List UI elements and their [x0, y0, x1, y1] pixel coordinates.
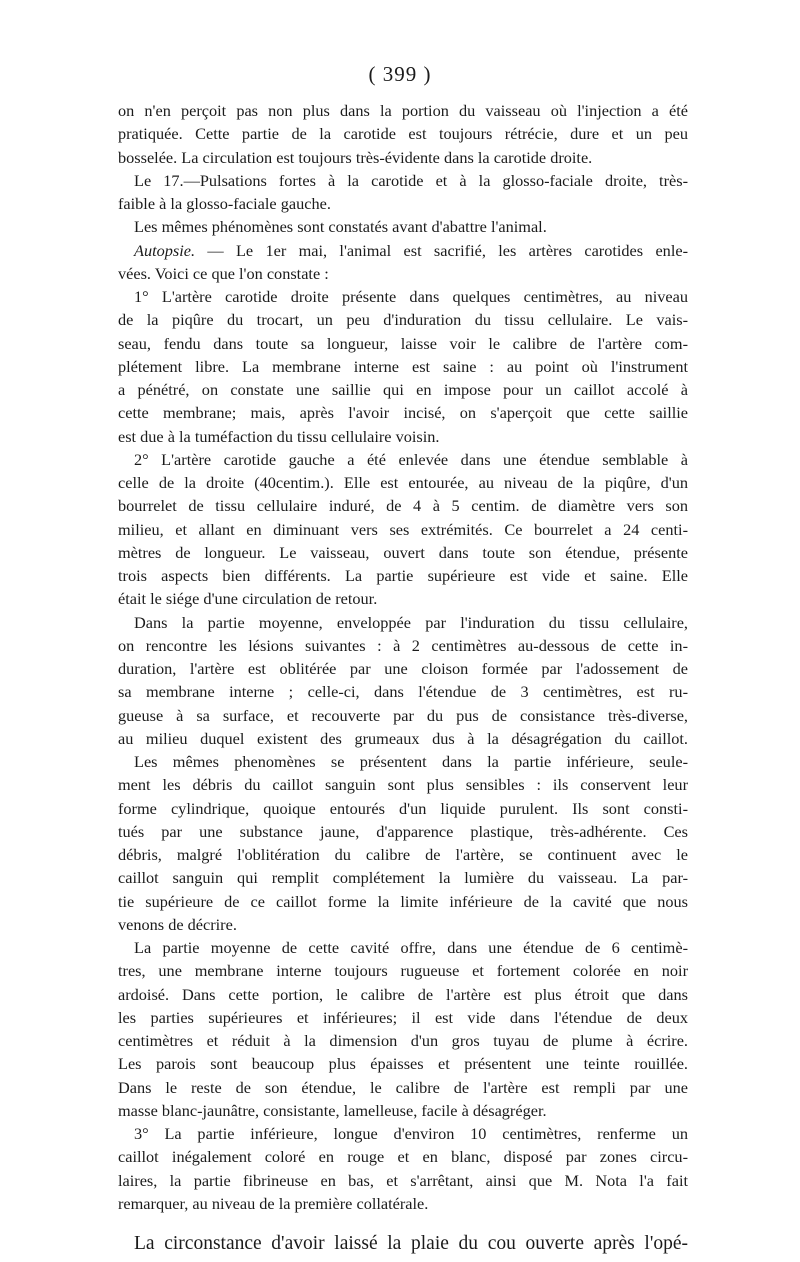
text-line	[118, 866, 688, 889]
line-text: milieu, et allant en diminuant vers ses extrémités. Ce bourrelet a 24 centi-	[118, 519, 688, 539]
line-text: Dans la partie moyenne, enveloppée par l'induration du tissu cellulaire,	[134, 612, 688, 632]
text-line	[118, 471, 688, 494]
text-line	[118, 239, 688, 262]
text-line	[118, 1122, 688, 1145]
text-line	[118, 215, 688, 238]
line-text: tués par une substance jaune, d'apparence plastique, très-adhérente. Ces	[118, 821, 688, 841]
line-text: centimètres et réduit à la dimension d'un gros tuyau de plume à écrire.	[118, 1031, 688, 1050]
section-heading: Autopsie.	[134, 240, 196, 260]
text-line	[118, 518, 688, 541]
text-line	[118, 773, 688, 796]
line-text: venons de décrire.	[118, 914, 237, 934]
line-text: ment les débris du caillot sanguin sont plus sensibles : ils conservent leur	[118, 775, 688, 795]
line-text: faible à la glosso-faciale gauche.	[118, 194, 331, 213]
line-text: Dans le reste de son étendue, le calibre de l'artère est rempli par une	[118, 1077, 688, 1097]
line-text: tres, une membrane interne toujours rugueuse et fortement colorée en noir	[118, 961, 688, 981]
line-text: Le 17.—Pulsations fortes à la carotide et à la glosso-faciale droite, très-	[134, 170, 688, 190]
text-line	[118, 1099, 688, 1122]
text-line	[118, 564, 688, 587]
line-text: pratiquée. Cette partie de la carotide est toujours rétrécie, dure et un peu	[118, 124, 688, 144]
text-line	[118, 890, 688, 913]
text-line	[118, 308, 688, 331]
text-line	[118, 1145, 688, 1168]
line-text: laires, la partie fibrineuse en bas, et s'arrêtant, ainsi que M. Nota l'a fait	[118, 1170, 688, 1190]
line-text: était le siége d'une circulation de retour.	[118, 589, 378, 609]
text-line	[118, 401, 688, 424]
line-text: ardoisé. Dans cette portion, le calibre de l'artère est plus étroit que dans	[118, 984, 688, 1004]
line-text: 2° L'artère carotide gauche a été enlevée dans une étendue semblable à	[134, 449, 688, 469]
text-line	[118, 355, 688, 378]
line-text: on n'en perçoit pas non plus dans la portion du vaisseau où l'injection a été	[118, 101, 688, 120]
line-text: mètres de longueur. Le vaisseau, ouvert dans toute son étendue, présente	[118, 542, 688, 562]
text-line	[118, 541, 688, 564]
line-text: plétement libre. La membrane interne est saine : au point où l'instrument	[118, 356, 688, 376]
line-text: les parties supérieures et inférieures; il est vide dans l'étendue de deux	[118, 1007, 688, 1027]
text-line	[118, 378, 688, 401]
text-line	[118, 99, 688, 122]
text-line	[118, 169, 688, 192]
text-line	[118, 820, 688, 843]
line-text: masse blanc-jaunâtre, consistante, lamelleuse, facile à désagréger.	[118, 1100, 547, 1120]
text-line	[118, 634, 688, 657]
line-text: 1° L'artère carotide droite présente dans quelques centimètres, au niveau	[134, 287, 688, 306]
text-line	[118, 959, 688, 982]
text-line	[118, 146, 688, 169]
text-line	[118, 262, 688, 285]
text-line	[118, 727, 688, 750]
text-line	[118, 494, 688, 517]
line-text: bourrelet de tissu cellulaire induré, de 4 à 5 centim. de diamètre vers son	[118, 496, 688, 516]
text-line	[118, 1192, 688, 1215]
text-line	[118, 425, 688, 448]
line-text: on rencontre les lésions suivantes : à 2 centimètres au-dessous de cette in-	[118, 635, 688, 655]
text-line	[118, 285, 688, 308]
text-line	[118, 680, 688, 703]
text-line	[118, 936, 688, 959]
text-line	[118, 1029, 688, 1052]
line-text: trois aspects bien différents. La partie supérieure est vide et saine. Elle	[118, 566, 688, 585]
line-text: gueuse à sa surface, et recouverte par du pus de consistance très-diverse,	[118, 705, 688, 725]
line-text: tie supérieure de ce caillot forme la limite inférieure de la cavité que nous	[118, 891, 688, 911]
body-text	[118, 99, 688, 1259]
text-line	[118, 587, 688, 610]
text-line	[118, 913, 688, 936]
text-line	[118, 448, 688, 471]
line-text: 3° La partie inférieure, longue d'environ 10 centimètres, renferme un	[134, 1124, 688, 1143]
text-line	[118, 843, 688, 866]
text-line	[118, 192, 688, 215]
text-line	[118, 1076, 688, 1099]
line-text: forme cylindrique, quoique entourés d'un liquide purulent. Ils sont consti-	[118, 798, 688, 818]
line-text: duration, l'artère est oblitérée par une cloison formée par l'adossement de	[118, 659, 688, 678]
line-text: au milieu duquel existent des grumeaux dus à la désagrégation du caillot.	[118, 728, 688, 748]
text-line	[118, 1052, 688, 1075]
text-line	[118, 750, 688, 773]
final-line: La circonstance d'avoir laissé la plaie du cou ouverte après l'opé-	[134, 1233, 688, 1254]
line-text: Les mêmes phénomènes sont constatés avant d'abattre l'animal.	[134, 217, 547, 237]
line-text: sa membrane interne ; celle-ci, dans l'étendue de 3 centimètres, est ru-	[118, 682, 688, 702]
page-number: ( 399 )	[368, 62, 432, 86]
text-line	[118, 704, 688, 727]
line-text: Les parois sont beaucoup plus épaisses et présentent une teinte rouillée.	[118, 1054, 688, 1074]
text-line	[118, 1169, 688, 1192]
line-text: de la piqûre du trocart, un peu d'induration du tissu cellulaire. Le vais-	[118, 310, 688, 330]
line-text: celle de la droite (40centim.). Elle est entourée, au niveau de la piqûre, d'un	[118, 473, 688, 492]
line-text: bosselée. La circulation est toujours très-évidente dans la carotide droite.	[118, 147, 593, 167]
line-text: cette membrane; mais, après l'avoir incisé, on s'aperçoit que cette saillie	[118, 403, 688, 423]
text-line	[118, 122, 688, 145]
line-text: — Le 1er mai, l'animal est sacrifié, les artères carotides enle-	[195, 240, 688, 260]
line-text: Les mêmes phenomènes se présentent dans la partie inférieure, seule-	[134, 752, 688, 771]
text-line	[118, 1006, 688, 1029]
text-line	[118, 983, 688, 1006]
text-line	[118, 657, 688, 680]
line-text: caillot inégalement coloré en rouge et en blanc, disposé par zones circu-	[118, 1147, 688, 1167]
line-text: remarquer, au niveau de la première collatérale.	[118, 1193, 429, 1213]
text-line	[118, 797, 688, 820]
line-text: a pénétré, on constate une saillie qui en impose pour un caillot accolé à	[118, 380, 688, 399]
line-text: La partie moyenne de cette cavité offre, dans une étendue de 6 centimè-	[134, 938, 688, 957]
line-text: vées. Voici ce que l'on constate :	[118, 263, 329, 283]
line-text: est due à la tuméfaction du tissu cellulaire voisin.	[118, 426, 440, 446]
line-text: seau, fendu dans toute sa longueur, laisse voir le calibre de l'artère com-	[118, 333, 688, 353]
line-text: caillot sanguin qui remplit complétement la lumière du vaisseau. La par-	[118, 868, 688, 888]
line-text: débris, malgré l'oblitération du calibre de l'artère, se continuent avec le	[118, 845, 688, 864]
text-line	[118, 332, 688, 355]
text-line	[118, 611, 688, 634]
